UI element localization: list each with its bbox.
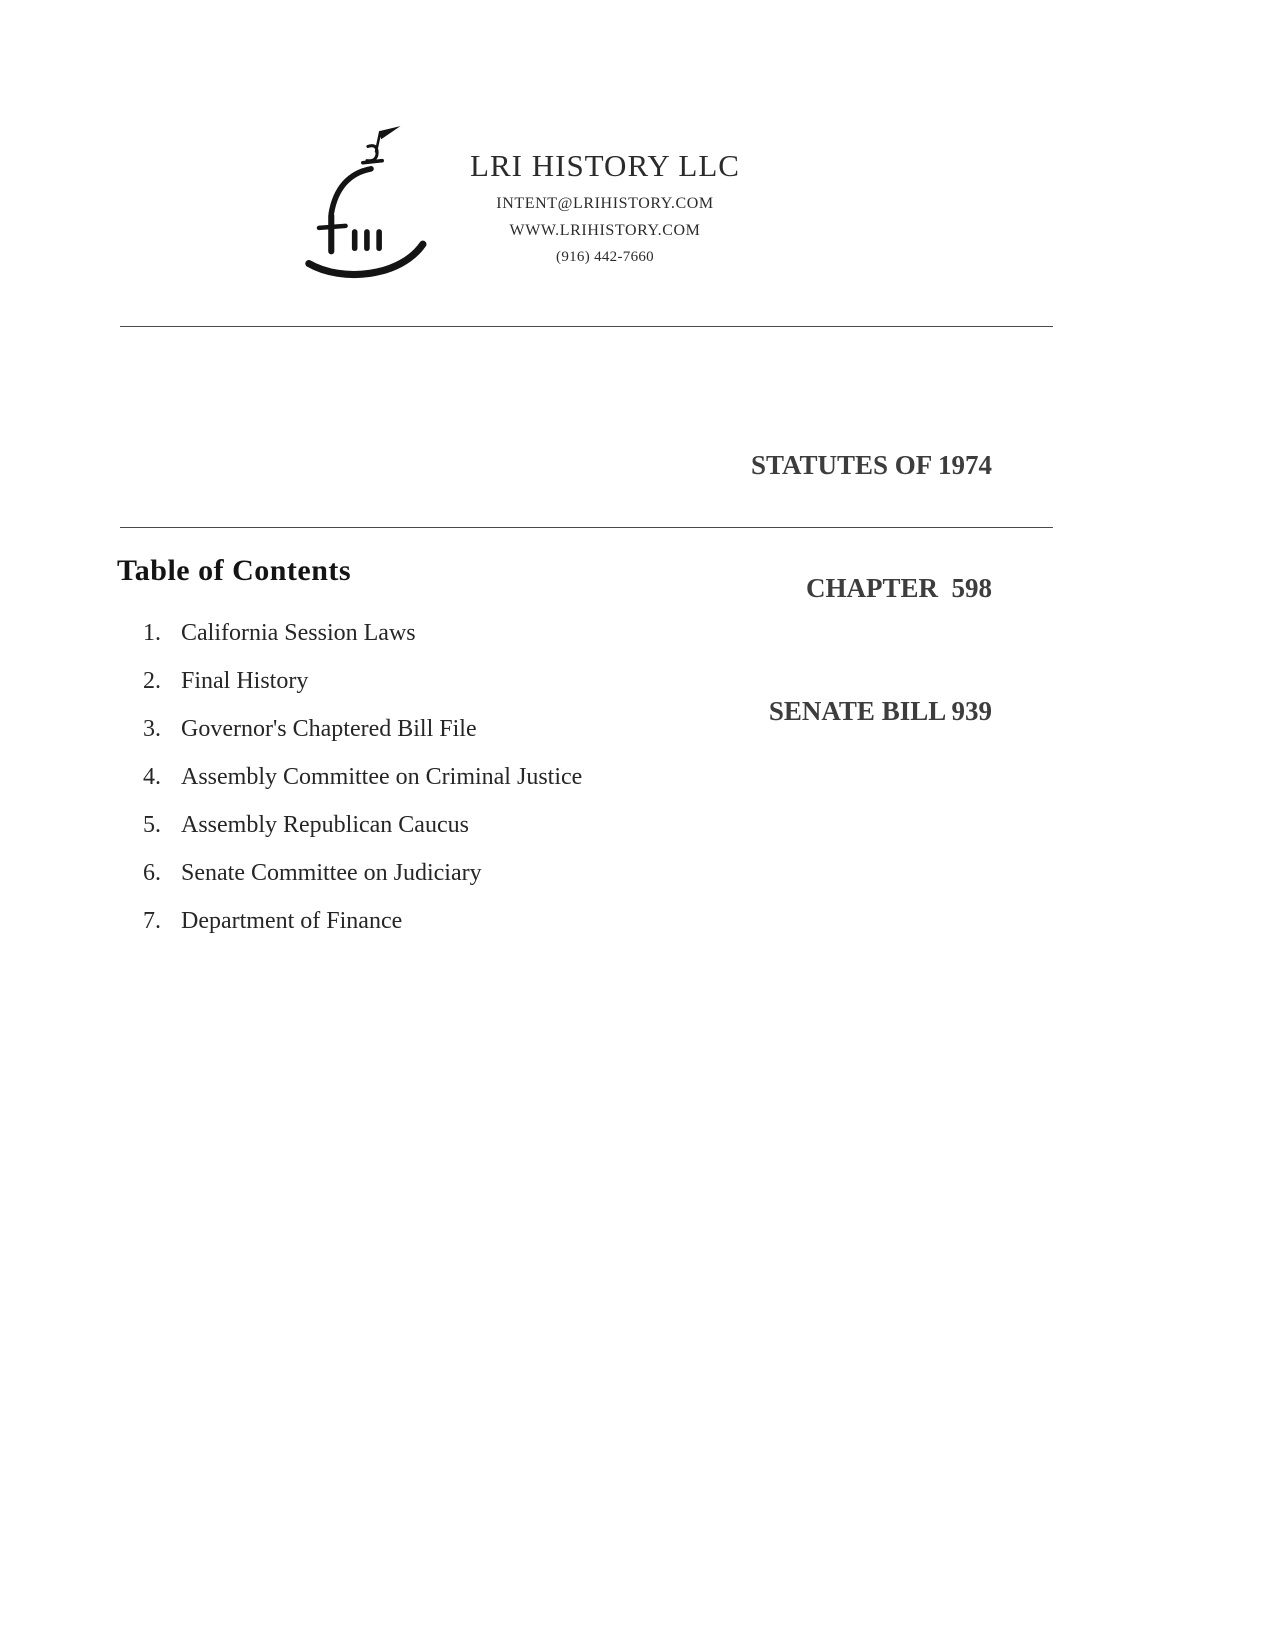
toc-item-label: Senate Committee on Judiciary: [181, 860, 482, 886]
company-website: WWW.LRIHISTORY.COM: [509, 222, 701, 239]
toc-item-label: Final History: [181, 668, 309, 694]
toc-item-number: 7.: [143, 908, 161, 934]
statute-line-chapter: CHAPTER 598: [805, 573, 992, 603]
statute-line-senate-bill: SENATE BILL 939: [768, 696, 992, 726]
horizontal-rule-bottom: [120, 527, 1053, 528]
toc-item-number: 5.: [143, 812, 161, 838]
toc-item: [143, 668, 582, 694]
toc-item-number: 1.: [143, 620, 161, 646]
toc-item-label: Assembly Committee on Criminal Justice: [181, 764, 583, 790]
toc-item: [143, 716, 582, 742]
toc-item-label: Governor's Chaptered Bill File: [181, 716, 477, 742]
toc-item: [143, 620, 582, 646]
toc-item: [143, 812, 582, 838]
toc-item-number: 4.: [143, 764, 161, 790]
toc-item-label: California Session Laws: [181, 620, 416, 646]
toc-item-number: 6.: [143, 860, 161, 886]
horizontal-rule-top: [120, 326, 1053, 327]
toc-item: [143, 908, 582, 934]
company-phone: (916) 442-7660: [556, 249, 654, 265]
toc-item-number: 3.: [143, 716, 161, 742]
toc-item-number: 2.: [143, 668, 161, 694]
toc-list: [143, 620, 582, 956]
statute-line-statutes: STATUTES OF 1974: [750, 450, 992, 480]
toc-item: [143, 764, 582, 790]
company-email: INTENT@LRIHISTORY.COM: [496, 195, 714, 212]
capitol-building-sketch-icon: [293, 122, 451, 290]
letterhead: [462, 148, 748, 266]
toc-item-label: Assembly Republican Caucus: [181, 812, 469, 838]
toc-item: [143, 860, 582, 886]
toc-item-label: Department of Finance: [181, 908, 403, 934]
statute-heading: [751, 363, 992, 814]
toc-title: Table of Contents: [117, 554, 352, 587]
company-name: LRI HISTORY LLC: [470, 148, 740, 183]
